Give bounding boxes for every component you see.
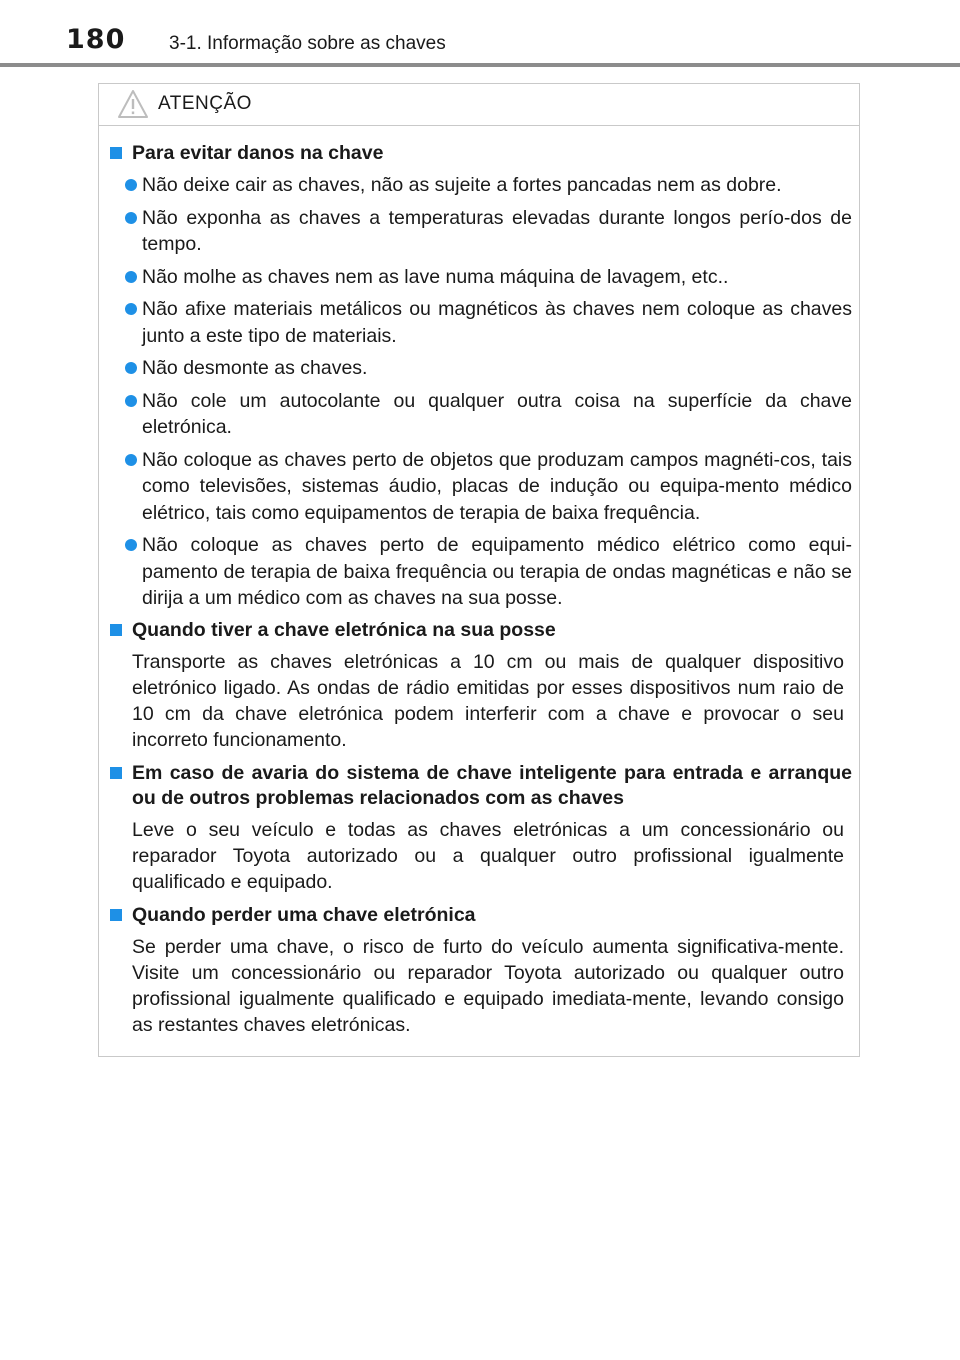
- circle-bullet-icon: [125, 539, 137, 551]
- list-item: [110, 447, 852, 527]
- circle-bullet-icon: [125, 362, 137, 374]
- list-item: [110, 264, 852, 291]
- section-paragraph: Transporte as chaves eletrónicas a 10 cm ou mais de qualquer dispositivo eletrónico ligado. As ondas de rádio emitidas por esses dispositivos num raio de 10 cm da chave eletrónica podem interferir com a chave e provocar o seu incorreto funcionamento.: [132, 650, 844, 751]
- list-item-text: Não desmonte as chaves.: [142, 357, 368, 379]
- list-item: [110, 532, 852, 612]
- square-bullet-icon: [110, 147, 122, 159]
- list-item: [110, 296, 852, 349]
- list-item-text: Não coloque as chaves perto de objetos que produzam campos magnéti-cos, tais como televisões, sistemas áudio, placas de indução ou equipa-mento médico elétrico, tais como equipamentos de terapia de baixa frequência.: [142, 448, 852, 524]
- page-header: [0, 0, 960, 70]
- circle-bullet-icon: [125, 395, 137, 407]
- circle-bullet-icon: [125, 271, 137, 283]
- list-item-text: Não afixe materiais metálicos ou magnéticos às chaves nem coloque as chaves junto a este tipo de materiais.: [142, 298, 852, 347]
- section-title: 3-1. Informação sobre as chaves: [169, 33, 446, 54]
- section-heading-text: Para evitar danos na chave: [132, 142, 384, 164]
- section-heading-text: Quando tiver a chave eletrónica na sua posse: [132, 618, 556, 641]
- list-item-text: Não cole um autocolante ou qualquer outra coisa na superfície da chave eletrónica.: [142, 389, 852, 438]
- list-item: [110, 172, 852, 199]
- section-heading: [110, 761, 852, 811]
- section-paragraph: Leve o seu veículo e todas as chaves eletrónicas a um concessionário ou reparador Toyota autorizado ou a qualquer outro profissional igualmente qualificado e equipado.: [132, 818, 844, 893]
- list-item-text: Não coloque as chaves perto de equipamento médico elétrico como equi-pamento de terapia de baixa frequência ou terapia de ondas magnéticas e não se dirija a um médico com as chaves na sua posse.: [142, 534, 852, 609]
- circle-bullet-icon: [125, 303, 137, 315]
- circle-bullet-icon: [125, 454, 137, 466]
- list-item-text: Não molhe as chaves nem as lave numa máquina de lavagem, etc..: [142, 265, 729, 288]
- section-heading: [110, 618, 852, 643]
- list-item-text: Não deixe cair as chaves, não as sujeite a fortes pancadas nem as dobre.: [142, 174, 782, 196]
- section-heading: [110, 903, 852, 928]
- warning-triangle-icon: [117, 89, 149, 119]
- header-divider: [0, 63, 960, 67]
- warning-box: [98, 83, 860, 1057]
- section-heading-text: Quando perder uma chave eletrónica: [132, 903, 476, 926]
- circle-bullet-icon: [125, 179, 137, 191]
- warning-header: [99, 84, 859, 126]
- list-item: [110, 355, 852, 382]
- circle-bullet-icon: [125, 212, 137, 224]
- square-bullet-icon: [110, 767, 122, 779]
- list-item: [110, 388, 852, 441]
- section-heading: [110, 141, 852, 166]
- page-number: 180: [66, 24, 126, 55]
- list-item: [110, 205, 852, 258]
- warning-body: [99, 126, 859, 1038]
- square-bullet-icon: [110, 624, 122, 636]
- list-item-text: Não exponha as chaves a temperaturas elevadas durante longos perío-dos de tempo.: [142, 206, 852, 255]
- section-heading-text: Em caso de avaria do sistema de chave inteligente para entrada e arranque ou de outros problemas relacionados com as chaves: [132, 761, 852, 809]
- section-paragraph: Se perder uma chave, o risco de furto do veículo aumenta significativa-mente. Visite um concessionário ou reparador Toyota autorizado ou qualquer outro profissional igualmente qualificado e equipado imediata-mente, levando consigo as restantes chaves eletrónicas.: [132, 935, 844, 1036]
- square-bullet-icon: [110, 909, 122, 921]
- warning-title: ATENÇÃO: [158, 93, 252, 114]
